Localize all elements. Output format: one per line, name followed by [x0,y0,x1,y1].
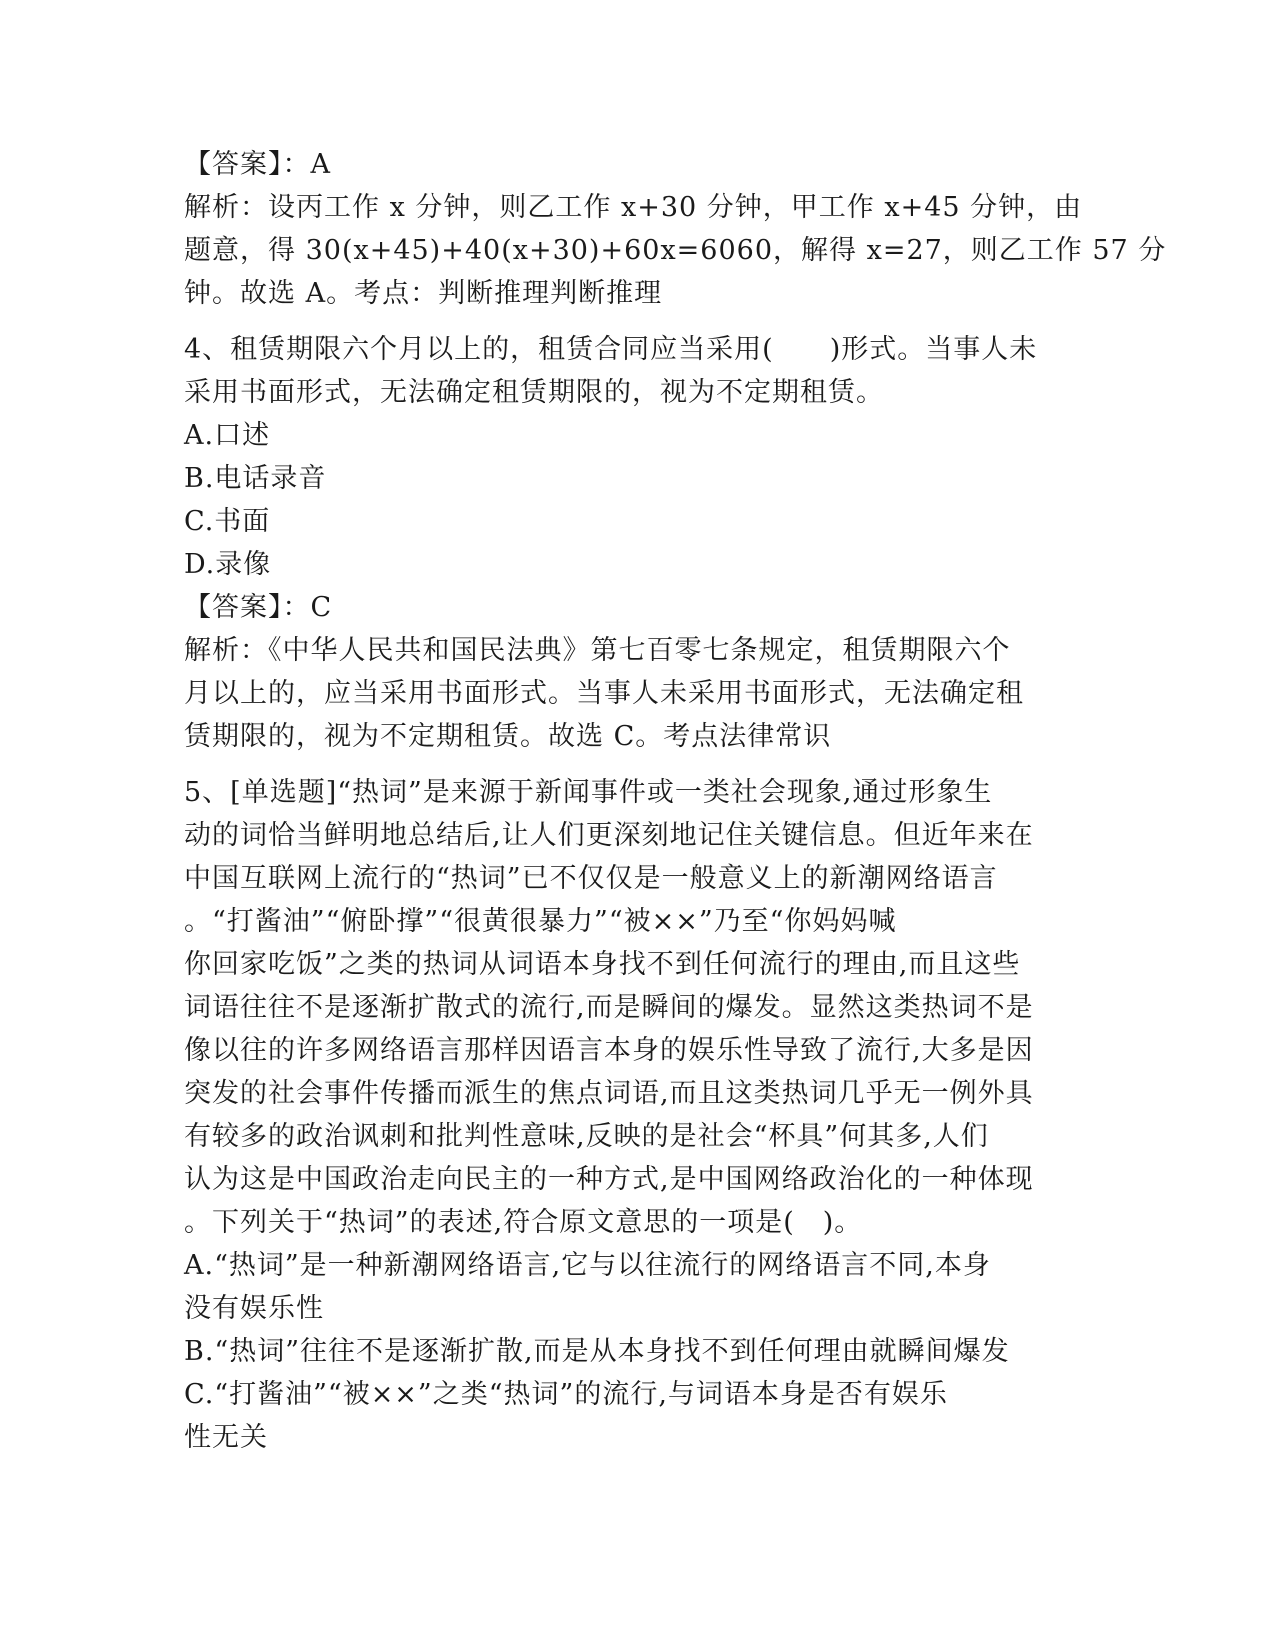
option-a: A.口述 [184,420,271,451]
question-stem-line: 像以往的许多网络语言那样因语言本身的娱乐性导致了流行,大多是因 [184,1035,1034,1066]
question-3-tail [184,143,1167,315]
question-stem-line: 你回家吃饭”之类的热词从词语本身找不到任何流行的理由,而且这些 [184,949,1021,980]
question-stem-line: 5、[单选题]“热词”是来源于新闻事件或一类社会现象,通过形象生 [184,777,993,808]
analysis-line: 赁期限的，视为不定期租赁。故选 C。考点法律常识 [184,721,832,752]
analysis-line: 解析：《中华人民共和国民法典》第七百零七条规定，租赁期限六个 [184,635,1011,666]
question-4 [184,328,1084,758]
question-stem-line: 4、租赁期限六个月以上的，租赁合同应当采用( )形式。当事人未 [184,334,1038,365]
question-stem-line: 有较多的政治讽刺和批判性意味,反映的是社会“杯具”何其多,人们 [184,1121,989,1152]
analysis-line: 解析：设丙工作 x 分钟，则乙工作 x+30 分钟，甲工作 x+45 分钟，由 [184,192,1083,223]
question-stem-line: 动的词恰当鲜明地总结后,让人们更深刻地记住关键信息。但近年来在 [184,820,1034,851]
option-d: D.录像 [184,549,272,580]
document-page [184,143,1167,1459]
analysis-line: 月以上的，应当采用书面形式。当事人未采用书面形式，无法确定租 [184,678,1024,709]
option-c: C.书面 [184,506,271,537]
question-stem-line: 突发的社会事件传播而派生的焦点词语,而且这类热词几乎无一例外具 [184,1078,1034,1109]
option-c: C.“打酱油”“被××”之类“热词”的流行,与词语本身是否有娱乐 [184,1379,948,1410]
question-stem-line: 。下列关于“热词”的表述,符合原文意思的一项是( )。 [184,1207,863,1238]
option-b: B.“热词”往往不是逐渐扩散,而是从本身找不到任何理由就瞬间爆发 [184,1336,1010,1367]
question-stem-line: 。“打酱油”“俯卧撑”“很黄很暴力”“被××”乃至“你妈妈喊 [184,906,897,937]
question-stem-line: 中国互联网上流行的“热词”已不仅仅是一般意义上的新潮网络语言 [184,863,998,894]
analysis-line: 题意，得 30(x+45)+40(x+30)+60x=6060，解得 x=27，则乙工作 57 分 [184,235,1167,266]
option-a: A.“热词”是一种新潮网络语言,它与以往流行的网络语言不同,本身 [184,1250,991,1281]
question-stem-line: 采用书面形式，无法确定租赁期限的，视为不定期租赁。 [184,377,884,408]
option-b: B.电话录音 [184,463,327,494]
analysis-line: 钟。故选 A。考点：判断推理判断推理 [184,278,663,309]
option-c-continued: 性无关 [184,1422,268,1453]
answer-label: 【答案】：A [184,149,331,180]
option-a-continued: 没有娱乐性 [184,1293,324,1324]
question-5 [184,771,1084,1459]
answer-label: 【答案】：C [184,592,333,623]
question-stem-line: 认为这是中国政治走向民主的一种方式,是中国网络政治化的一种体现 [184,1164,1034,1195]
question-stem-line: 词语往往不是逐渐扩散式的流行,而是瞬间的爆发。显然这类热词不是 [184,992,1034,1023]
